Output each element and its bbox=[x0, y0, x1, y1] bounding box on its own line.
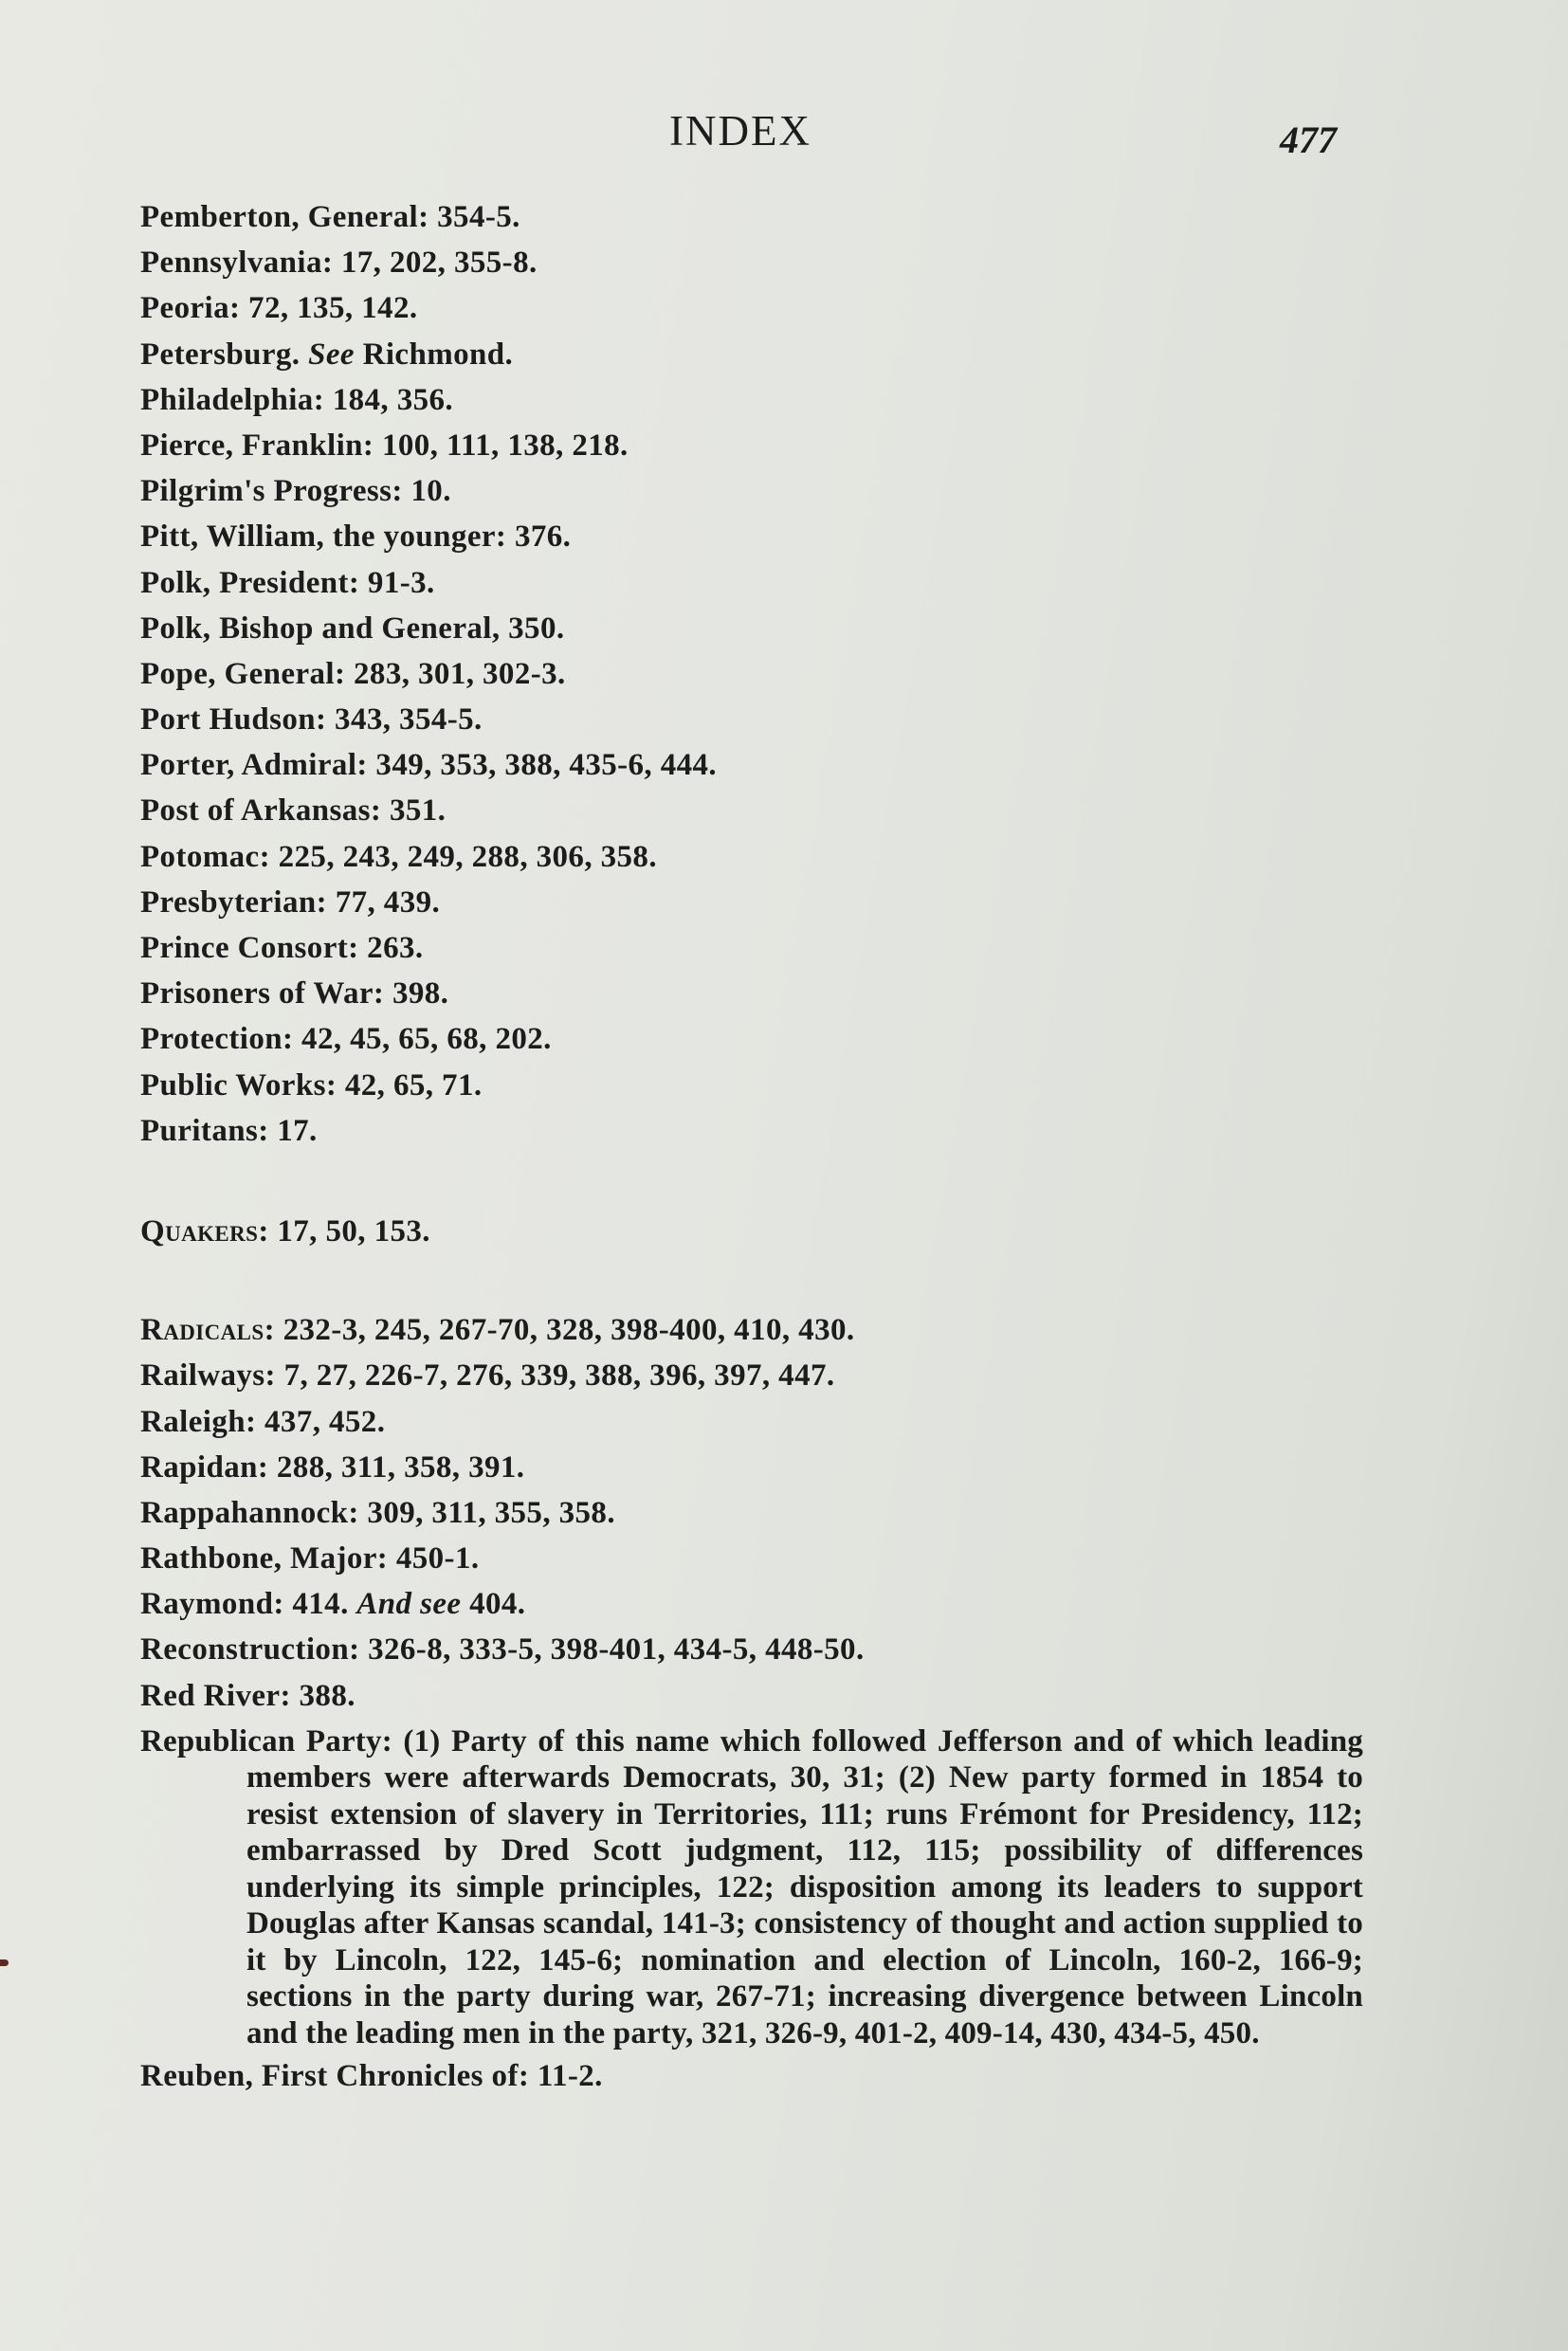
index-entry: Pope, General: 283, 301, 302-3. bbox=[140, 656, 566, 691]
index-entry: Rapidan: 288, 311, 358, 391. bbox=[140, 1449, 525, 1485]
index-entry: Presbyterian: 77, 439. bbox=[140, 884, 441, 920]
index-entry: Philadelphia: 184, 356. bbox=[140, 382, 454, 417]
index-entry: Polk, Bishop and General, 350. bbox=[140, 611, 565, 646]
section-gap bbox=[140, 1254, 1363, 1307]
section-gap bbox=[140, 1154, 1363, 1209]
index-entry: Prince Consort: 263. bbox=[140, 931, 424, 965]
index-entry: Puritans: 17. bbox=[140, 1113, 318, 1148]
see-reference: See bbox=[308, 337, 355, 372]
index-entry-petersburg bbox=[140, 332, 1363, 377]
index-entry: Reconstruction: 326-8, 333-5, 398-401, 434-5, 448-50. bbox=[140, 1632, 865, 1668]
entry-text: Petersburg. bbox=[140, 337, 309, 372]
entry-refs: : 17, 50, 153. bbox=[258, 1213, 430, 1248]
index-entry: Port Hudson: 343, 354-5. bbox=[140, 702, 483, 738]
entry-heading: Quakers bbox=[140, 1213, 259, 1248]
index-entry: Pierce, Franklin: 100, 111, 138, 218. bbox=[140, 428, 629, 463]
page-title: INDEX bbox=[669, 107, 811, 155]
page-number: 477 bbox=[1280, 118, 1337, 161]
index-entry: Potomac: 225, 243, 249, 288, 306, 358. bbox=[140, 839, 657, 874]
index-entry: Pennsylvania: 17, 202, 355-8. bbox=[140, 246, 538, 281]
index-entry: Red River: 388. bbox=[140, 1678, 356, 1713]
entry-text: Raymond: 414. bbox=[140, 1587, 357, 1622]
index-entry: Raleigh: 437, 452. bbox=[140, 1404, 386, 1439]
index-entry: Railways: 7, 27, 226-7, 276, 339, 388, 396, 397, 447. bbox=[140, 1358, 835, 1394]
entry-ref: Richmond. bbox=[354, 337, 514, 372]
index-entry: Peoria: 72, 135, 142. bbox=[140, 291, 418, 326]
index-entry: Polk, President: 91-3. bbox=[140, 565, 435, 600]
entry-heading: Radicals bbox=[140, 1313, 264, 1348]
index-entry: Rappahannock: 309, 311, 355, 358. bbox=[140, 1495, 615, 1530]
entry-ref: 404. bbox=[461, 1587, 526, 1622]
index-entry: Porter, Admiral: 349, 353, 388, 435-6, 444. bbox=[140, 748, 718, 783]
see-reference: And see bbox=[356, 1587, 462, 1622]
index-entry: Public Works: 42, 65, 71. bbox=[140, 1067, 483, 1103]
index-entry: Pilgrim's Progress: 10. bbox=[140, 474, 451, 509]
index-entries bbox=[140, 194, 1363, 2099]
index-entry: Protection: 42, 45, 65, 68, 202. bbox=[140, 1022, 552, 1057]
index-entry: Post of Arkansas: 351. bbox=[140, 793, 447, 829]
index-entry: Rathbone, Major: 450-1. bbox=[140, 1541, 480, 1576]
entry-refs: : 232-3, 245, 267-70, 328, 398-400, 410, 430. bbox=[264, 1313, 855, 1348]
index-entry-raymond bbox=[140, 1581, 1363, 1627]
running-head bbox=[0, 106, 1568, 163]
index-entry-quakers bbox=[140, 1209, 1363, 1254]
index-entry: Prisoners of War: 398. bbox=[140, 976, 449, 1011]
index-entry: Pitt, William, the younger: 376. bbox=[140, 519, 572, 555]
index-entry: Reuben, First Chronicles of: 11-2. bbox=[140, 2059, 603, 2094]
page-edge-mark bbox=[0, 1959, 9, 1966]
index-entry-republican-party: Republican Party: (1) Party of this name which followed Jefferson and of which leading members were afterwards Democrats, 30, 31; (2) New party formed in 1854 to resist extension of slavery in Territories, 111; runs Frémont for Presidency, 112; embarrassed by Dred Scott judgment, 112, 115; possibility of differences underlying its simple principles, 122; disposition among its leaders to support Douglas after Kansas scandal, 141-3; consistency of thought and action supplied to it by Lincoln, 122, 145-6; nomination and election of Lincoln, 160-2, 166-9; sections in the party during war, 267-71; increasing divergence between Lincoln and the leading men in the party, 321, 326-9, 401-2, 409-14, 430, 434-5, 450. bbox=[140, 1723, 1363, 2050]
index-entry-radicals bbox=[140, 1307, 1363, 1353]
index-entry: Pemberton, General: 354-5. bbox=[140, 200, 520, 234]
